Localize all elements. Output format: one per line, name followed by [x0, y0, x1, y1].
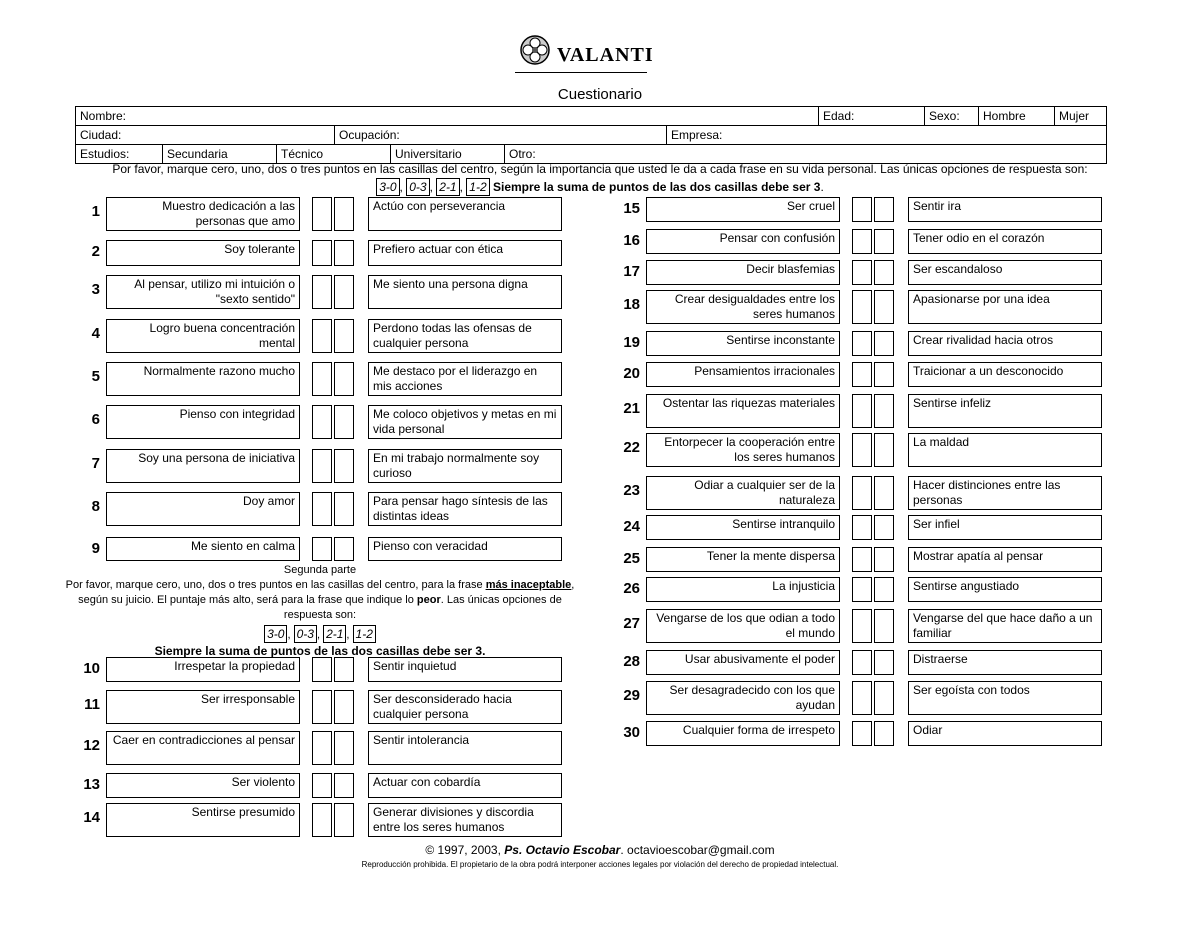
question-number: 20	[623, 365, 640, 382]
statement-b: Mostrar apatía al pensar	[908, 547, 1102, 572]
statement-b: Sentir ira	[908, 197, 1102, 222]
instructions-text: Por favor, marque cero, uno, dos o tres puntos en las casillas del centro, según la importancia que usted le da a cada frase en su vida personal. Las únicas opciones de respuesta son:	[112, 162, 1088, 176]
statement-a: La injusticia	[646, 577, 840, 602]
statement-b: Distraerse	[908, 650, 1102, 675]
instructions-options-line: 3-0 , 0-3 , 2-1 , 1-2 Siempre la suma de puntos de las dos casillas debe ser 3.	[40, 178, 1160, 196]
tecnico-option[interactable]: Técnico	[276, 145, 390, 163]
statement-a: Pensamientos irracionales	[646, 362, 840, 387]
form-row-city	[75, 125, 1107, 144]
question-number: 25	[623, 550, 640, 567]
option-box: 3-0	[264, 625, 287, 643]
edad-field[interactable]: Edad:	[818, 107, 924, 125]
statement-b: Me siento una persona digna	[368, 275, 562, 309]
score-box-b[interactable]	[334, 657, 354, 682]
sum-rule: Siempre la suma de puntos de las dos casillas debe ser 3	[492, 180, 821, 194]
score-box-a[interactable]	[852, 721, 872, 746]
statement-a: Sentirse inconstante	[646, 331, 840, 356]
score-box-a[interactable]	[312, 657, 332, 682]
score-box-a[interactable]	[312, 803, 332, 837]
statement-b: Ser infiel	[908, 515, 1102, 540]
question-number: 7	[91, 455, 100, 472]
statement-a: Usar abusivamente el poder	[646, 650, 840, 675]
score-box-a[interactable]	[312, 197, 332, 231]
score-box-b[interactable]	[334, 731, 354, 765]
statement-b: Actúo con perseverancia	[368, 197, 562, 231]
question-number: 9	[91, 540, 100, 557]
score-box-a[interactable]	[312, 690, 332, 724]
question-number: 19	[623, 334, 640, 351]
score-box-b[interactable]	[874, 547, 894, 572]
statement-a: Pienso con integridad	[106, 405, 300, 439]
score-box-b[interactable]	[334, 537, 354, 561]
statement-a: Irrespetar la propiedad	[106, 657, 300, 682]
valanti-logo	[515, 32, 655, 76]
statement-b: Ser desconsiderado hacia cualquier persona	[368, 690, 562, 724]
statement-b: Tener odio en el corazón	[908, 229, 1102, 254]
statement-a: Me siento en calma	[106, 537, 300, 561]
statement-b: Sentirse angustiado	[908, 577, 1102, 602]
score-box-b[interactable]	[874, 721, 894, 746]
statement-b: Me coloco objetivos y metas en mi vida personal	[368, 405, 562, 439]
statement-a: Ostentar las riquezas materiales	[646, 394, 840, 428]
logo-text: VALANTI	[557, 44, 654, 66]
question-number: 4	[91, 325, 100, 342]
question-number: 30	[623, 724, 640, 741]
score-box-a[interactable]	[852, 290, 872, 324]
question-number: 8	[91, 498, 100, 515]
page-title: Cuestionario	[557, 86, 643, 103]
score-box-a[interactable]	[312, 449, 332, 483]
score-box-b[interactable]	[334, 197, 354, 231]
option-box: 1-2	[466, 178, 489, 196]
estudios-label: Estudios:	[80, 147, 130, 161]
footer-copyright: © 1997, 2003, Ps. Octavio Escobar. octavioescobar@gmail.com	[425, 843, 775, 857]
statement-b: Me destaco por el liderazgo en mis acciones	[368, 362, 562, 396]
score-box-a[interactable]	[852, 362, 872, 387]
statement-a: Soy una persona de iniciativa	[106, 449, 300, 483]
question-number: 13	[83, 776, 100, 793]
statement-a: Cualquier forma de irrespeto	[646, 721, 840, 746]
score-box-a[interactable]	[852, 394, 872, 428]
score-box-b[interactable]	[334, 690, 354, 724]
score-box-b[interactable]	[874, 433, 894, 467]
question-number: 24	[623, 518, 640, 535]
score-box-b[interactable]	[874, 290, 894, 324]
question-number: 17	[623, 263, 640, 280]
score-box-a[interactable]	[852, 260, 872, 285]
part2-options: 3-0 , 0-3 , 2-1 , 1-2	[60, 625, 580, 643]
statement-b: La maldad	[908, 433, 1102, 467]
part2-title: Segunda parte	[283, 564, 357, 576]
statement-b: Sentir intolerancia	[368, 731, 562, 765]
statement-b: Sentirse infeliz	[908, 394, 1102, 428]
part2-instructions	[60, 563, 580, 659]
question-number: 5	[91, 368, 100, 385]
score-box-a[interactable]	[852, 515, 872, 540]
question-number: 18	[623, 296, 640, 313]
score-box-a[interactable]	[852, 577, 872, 602]
hombre-option[interactable]: Hombre	[978, 107, 1054, 125]
statement-a: Entorpecer la cooperación entre los seres humanos	[646, 433, 840, 467]
flower-logo-icon	[519, 34, 551, 66]
statement-a: Ser cruel	[646, 197, 840, 222]
option-box: 2-1	[436, 178, 459, 196]
score-box-b[interactable]	[874, 394, 894, 428]
statement-a: Soy tolerante	[106, 240, 300, 266]
score-box-a[interactable]	[312, 319, 332, 353]
logo-underline	[515, 72, 647, 73]
statement-b: Actuar con cobardía	[368, 773, 562, 798]
statement-a: Doy amor	[106, 492, 300, 526]
statement-b: Perdono todas las ofensas de cualquier persona	[368, 319, 562, 353]
statement-a: Tener la mente dispersa	[646, 547, 840, 572]
question-number: 15	[623, 200, 640, 217]
personal-data-form	[75, 106, 1107, 164]
statement-b: Traicionar a un desconocido	[908, 362, 1102, 387]
score-box-b[interactable]	[334, 803, 354, 837]
score-box-b[interactable]	[334, 773, 354, 798]
option-box: 1-2	[353, 625, 376, 643]
statement-a: Ser desagradecido con los que ayudan	[646, 681, 840, 715]
instructions	[40, 161, 1160, 196]
statement-b: Generar divisiones y discordia entre los seres humanos	[368, 803, 562, 837]
statement-b: Apasionarse por una idea	[908, 290, 1102, 324]
score-box-b[interactable]	[874, 650, 894, 675]
question-number: 29	[623, 687, 640, 704]
statement-a: Odiar a cualquier ser de la naturaleza	[646, 476, 840, 510]
score-box-b[interactable]	[334, 405, 354, 439]
form-row-name	[75, 106, 1107, 125]
option-box: 0-3	[406, 178, 429, 196]
statement-b: Ser egoísta con todos	[908, 681, 1102, 715]
score-box-b[interactable]	[874, 331, 894, 356]
empresa-field[interactable]: Empresa:	[666, 126, 1108, 144]
statement-a: Sentirse intranquilo	[646, 515, 840, 540]
score-box-a[interactable]	[312, 275, 332, 309]
part2-sum-rule: Siempre la suma de puntos de las dos casillas debe ser 3.	[154, 644, 486, 658]
question-number: 26	[623, 580, 640, 597]
score-box-b[interactable]	[334, 449, 354, 483]
score-box-b[interactable]	[874, 260, 894, 285]
statement-a: Pensar con confusión	[646, 229, 840, 254]
score-box-b[interactable]	[874, 476, 894, 510]
score-box-a[interactable]	[852, 229, 872, 254]
statement-a: Muestro dedicación a las personas que amo	[106, 197, 300, 231]
score-box-b[interactable]	[334, 319, 354, 353]
score-box-a[interactable]	[312, 362, 332, 396]
score-box-a[interactable]	[852, 331, 872, 356]
score-box-a[interactable]	[852, 547, 872, 572]
score-box-b[interactable]	[874, 515, 894, 540]
score-box-b[interactable]	[874, 681, 894, 715]
question-number: 11	[84, 696, 100, 713]
mujer-option[interactable]: Mujer	[1054, 107, 1108, 125]
score-box-a[interactable]	[312, 240, 332, 266]
question-number: 2	[91, 243, 100, 260]
score-box-a[interactable]	[852, 476, 872, 510]
ocupacion-field[interactable]: Ocupación:	[334, 126, 666, 144]
score-box-a[interactable]	[312, 773, 332, 798]
score-box-a[interactable]	[312, 537, 332, 561]
question-number: 14	[83, 809, 100, 826]
score-box-a[interactable]	[852, 197, 872, 222]
statement-a: Logro buena concentración mental	[106, 319, 300, 353]
universitario-option[interactable]: Universitario	[390, 145, 504, 163]
question-number: 27	[623, 615, 640, 632]
statement-b: Pienso con veracidad	[368, 537, 562, 561]
score-box-b[interactable]	[874, 577, 894, 602]
score-box-b[interactable]	[874, 229, 894, 254]
score-box-b[interactable]	[334, 362, 354, 396]
statement-a: Decir blasfemias	[646, 260, 840, 285]
statement-b: Sentir inquietud	[368, 657, 562, 682]
score-box-b[interactable]	[874, 197, 894, 222]
score-box-b[interactable]	[874, 609, 894, 643]
question-number: 16	[623, 232, 640, 249]
question-number: 28	[623, 653, 640, 670]
statement-b: Hacer distinciones entre las personas	[908, 476, 1102, 510]
statement-a: Al pensar, utilizo mi intuición o "sexto sentido"	[106, 275, 300, 309]
otro-field[interactable]: Otro:	[504, 145, 1108, 163]
question-number: 1	[91, 203, 100, 220]
score-box-a[interactable]	[312, 405, 332, 439]
statement-b: Crear rivalidad hacia otros	[908, 331, 1102, 356]
statement-a: Caer en contradicciones al pensar	[106, 731, 300, 765]
statement-b: Ser escandaloso	[908, 260, 1102, 285]
question-number: 10	[83, 660, 100, 677]
statement-b: Para pensar hago síntesis de las distintas ideas	[368, 492, 562, 526]
option-box: 0-3	[294, 625, 317, 643]
footer-notice: Reproducción prohibida. El propietario de la obra podrá interponer acciones legales por violación del derecho de propiedad intelectual.	[361, 860, 839, 869]
question-number: 22	[623, 439, 640, 456]
statement-a: Ser violento	[106, 773, 300, 798]
statement-b: Odiar	[908, 721, 1102, 746]
score-box-a[interactable]	[312, 731, 332, 765]
ciudad-field[interactable]: Ciudad:	[80, 128, 122, 142]
question-number: 3	[91, 281, 100, 298]
part2-text: Por favor, marque cero, uno, dos o tres puntos en las casillas del centro, para la frase más inaceptable, según su juicio. El puntaje más alto, será para la frase que indique lo peor. Las únicas opciones de respuesta son:	[65, 579, 575, 621]
score-box-a[interactable]	[852, 681, 872, 715]
question-number: 23	[623, 482, 640, 499]
secundaria-option[interactable]: Secundaria	[162, 145, 276, 163]
statement-a: Normalmente razono mucho	[106, 362, 300, 396]
nombre-field[interactable]: Nombre:	[80, 109, 127, 123]
statement-a: Vengarse de los que odian a todo el mundo	[646, 609, 840, 643]
sexo-label: Sexo:	[924, 107, 978, 125]
statement-b: Vengarse del que hace daño a un familiar	[908, 609, 1102, 643]
option-box: 2-1	[323, 625, 346, 643]
score-box-a[interactable]	[852, 609, 872, 643]
statement-a: Sentirse presumido	[106, 803, 300, 837]
statement-b: Prefiero actuar con ética	[368, 240, 562, 266]
score-box-a[interactable]	[312, 492, 332, 526]
question-number: 12	[83, 737, 100, 754]
score-box-b[interactable]	[334, 275, 354, 309]
question-number: 6	[91, 411, 100, 428]
question-number: 21	[623, 400, 640, 417]
statement-b: En mi trabajo normalmente soy curioso	[368, 449, 562, 483]
statement-a: Crear desigualdades entre los seres humanos	[646, 290, 840, 324]
score-box-b[interactable]	[874, 362, 894, 387]
score-box-b[interactable]	[334, 492, 354, 526]
option-box: 3-0	[376, 178, 399, 196]
score-box-a[interactable]	[852, 433, 872, 467]
score-box-b[interactable]	[334, 240, 354, 266]
statement-a: Ser irresponsable	[106, 690, 300, 724]
score-box-a[interactable]	[852, 650, 872, 675]
